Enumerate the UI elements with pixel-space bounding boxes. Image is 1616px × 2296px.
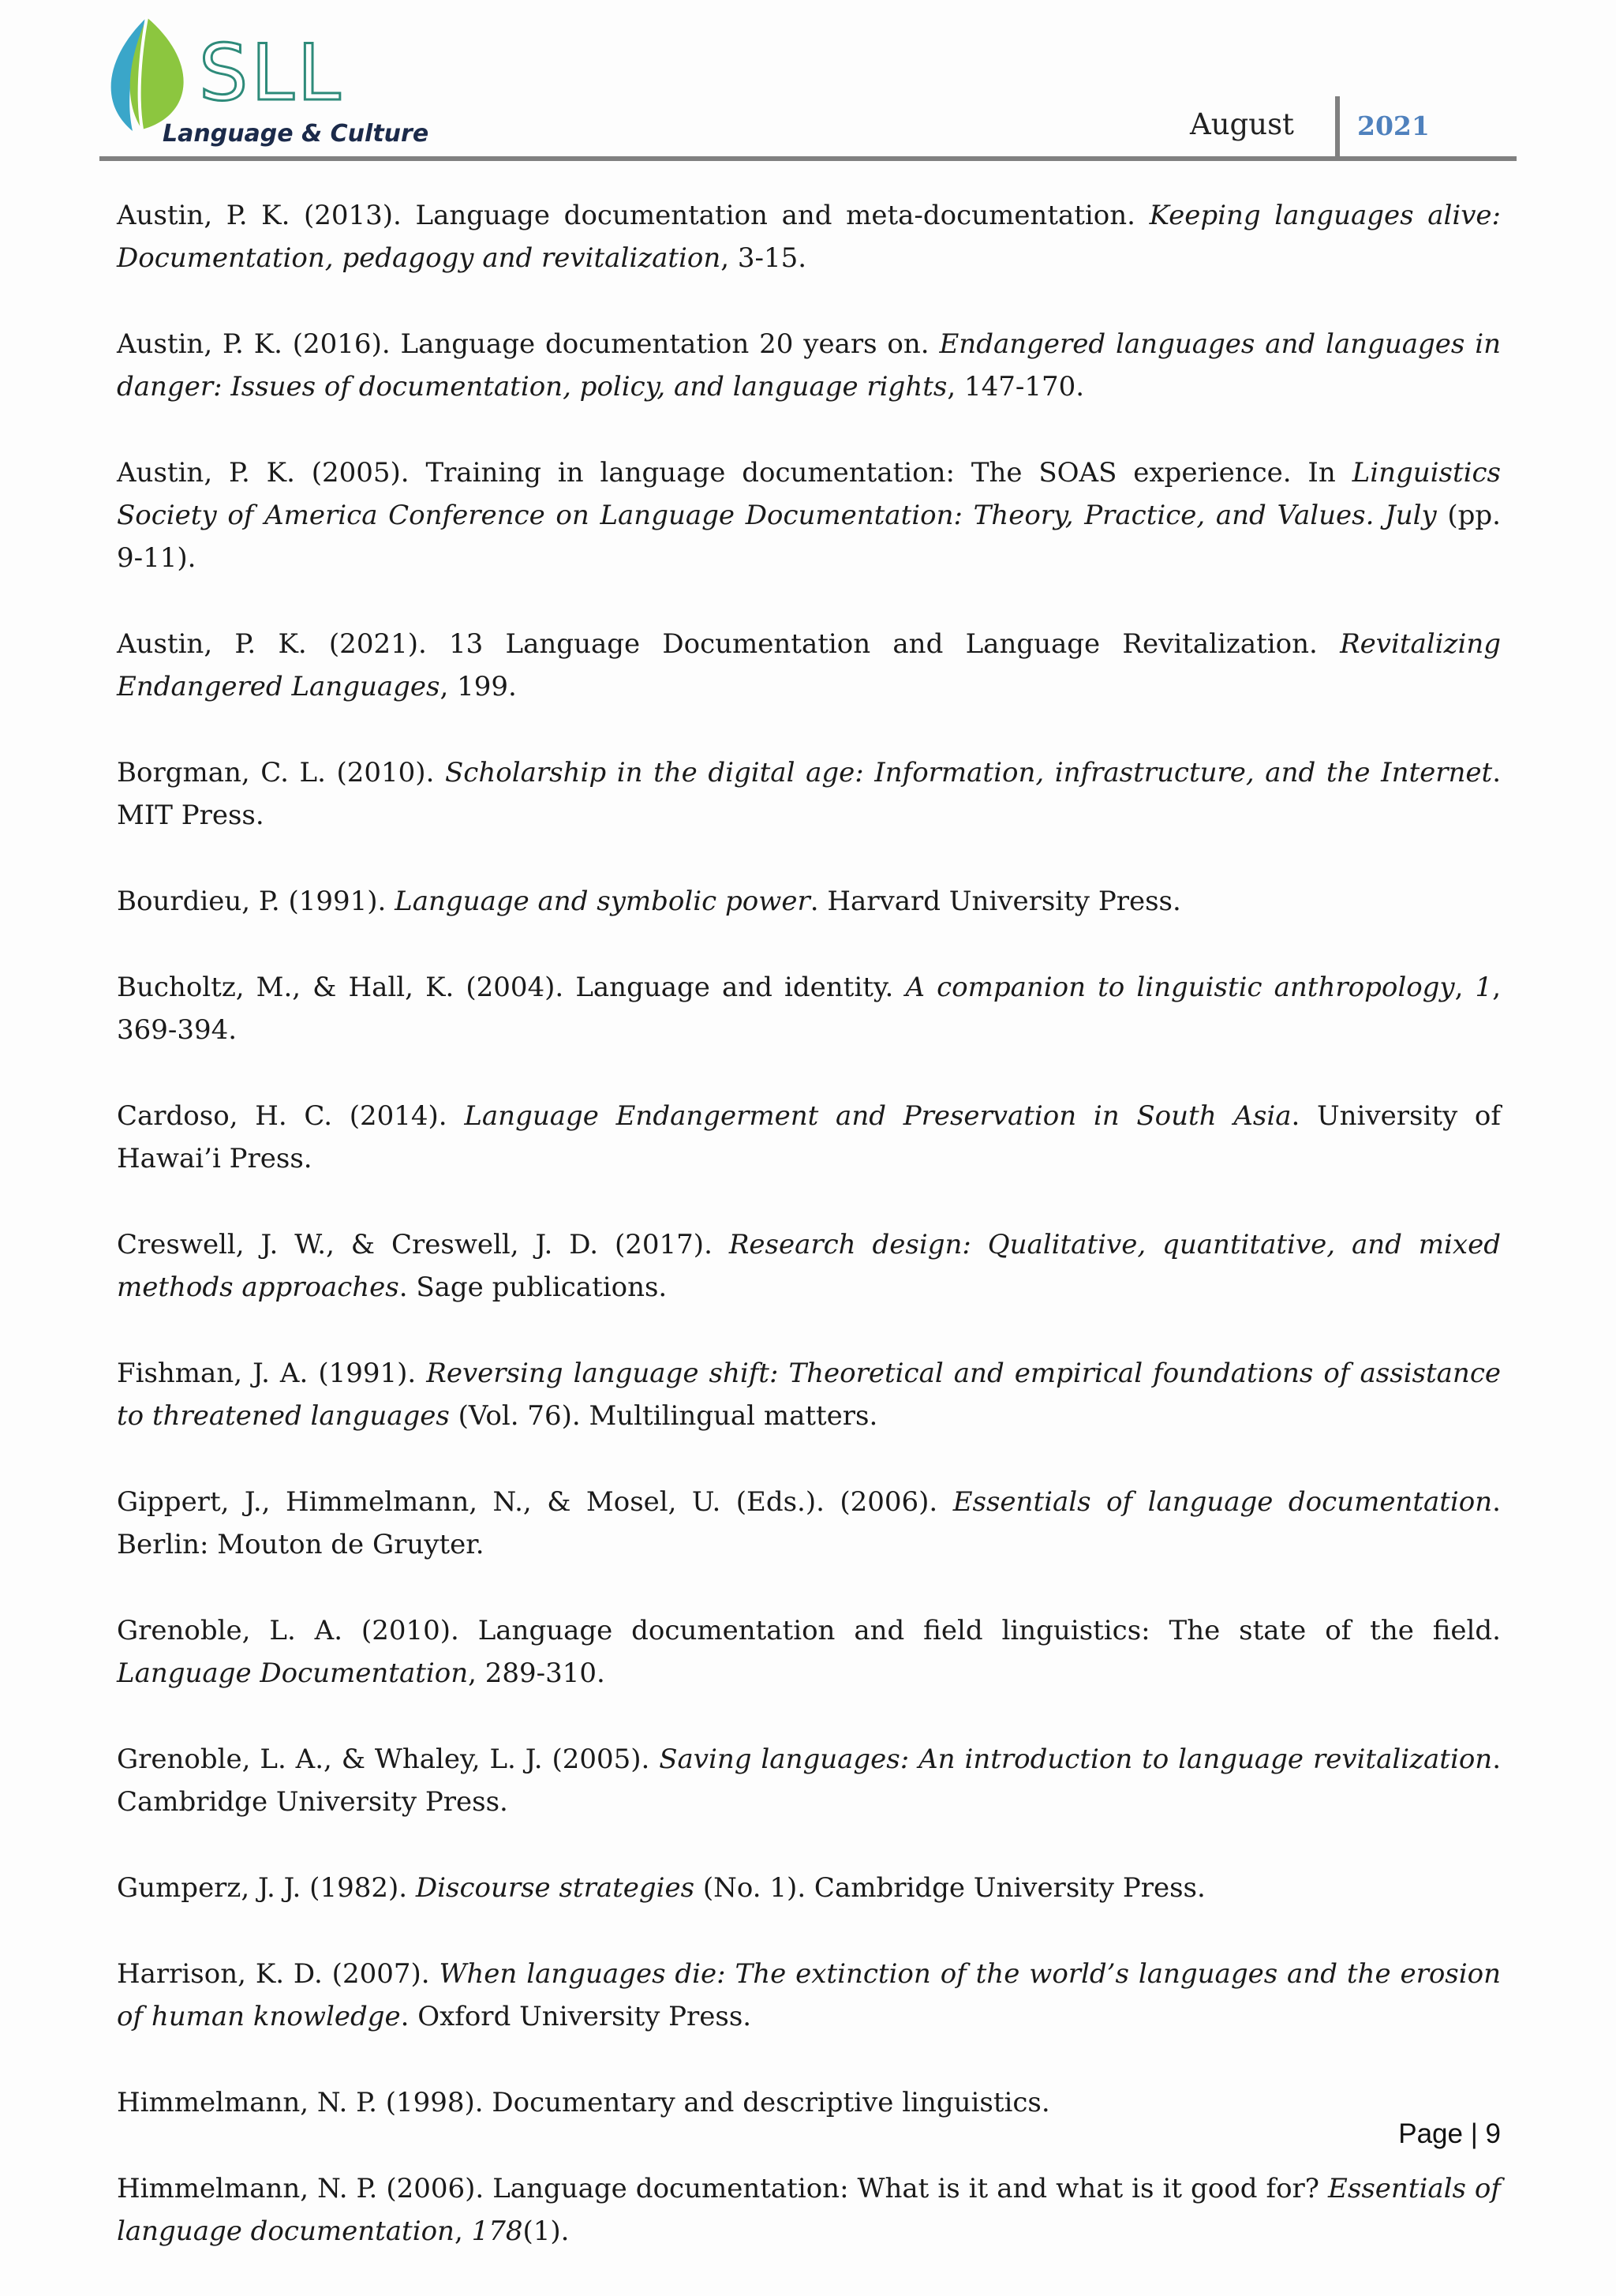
reference-source-title: Scholarship in the digital age: Information, infrastructure, and the Internet	[445, 757, 1493, 788]
reference-details: (Vol. 76). Multilingual matters.	[449, 1400, 878, 1432]
reference-authors-text: Himmelmann, N. P. (2006). Language documentation: What is it and what is it good for?	[117, 2173, 1329, 2204]
reference-details: ,	[1454, 972, 1476, 1003]
reference-authors-text: Harrison, K. D. (2007).	[117, 1958, 440, 1990]
reference-source-title: Research design: Qualitative, quantitative, and mixed methods approaches	[117, 1229, 1501, 1303]
reference-details: (pp. 9-11).	[117, 500, 1501, 574]
logo-tagline: Language & Culture	[163, 120, 429, 148]
reference-authors-text: Fishman, J. A. (1991).	[117, 1358, 427, 1389]
reference-entry	[117, 1481, 1501, 1566]
reference-details: . University of Hawai’i Press.	[117, 1100, 1501, 1174]
reference-authors-text: Cardoso, H. C. (2014).	[117, 1100, 465, 1132]
reference-source-title: Discourse strategies	[415, 1872, 695, 1904]
reference-authors-text: Bucholtz, M., & Hall, K. (2004). Language and identity.	[117, 972, 906, 1003]
reference-entry	[117, 323, 1501, 408]
logo-wordmark: SLL	[199, 28, 344, 118]
reference-entry	[117, 2167, 1501, 2253]
reference-list	[117, 194, 1501, 2296]
reference-source-title: A companion to linguistic anthropology	[905, 972, 1455, 1003]
reference-authors-text: Austin, P. K. (2013). Language documentation and meta-documentation.	[117, 200, 1150, 231]
reference-volume: 1	[1475, 972, 1493, 1003]
reference-details: , 3-15.	[720, 242, 807, 274]
reference-source-title: Endangered languages and languages in danger: Issues of documentation, policy, and language rights	[117, 328, 1501, 403]
reference-authors-text: Gippert, J., Himmelmann, N., & Mosel, U. (Eds.). (2006).	[117, 1486, 953, 1518]
reference-entry	[117, 1867, 1501, 1909]
reference-details: . Sage publications.	[398, 1272, 668, 1303]
reference-authors-text: Austin, P. K. (2021). 13 Language Documentation and Language Revitalization.	[117, 628, 1341, 660]
reference-details: . Oxford University Press.	[400, 2001, 752, 2032]
reference-source-title: Keeping languages alive: Documentation, pedagogy and revitalization	[117, 200, 1501, 274]
reference-details: . Harvard University Press.	[810, 886, 1181, 917]
reference-details: . Berlin: Mouton de Gruyter.	[117, 1486, 1501, 1560]
reference-authors-text: Austin, P. K. (2016). Language documentation 20 years on.	[117, 328, 940, 360]
reference-entry	[117, 451, 1501, 579]
reference-details: ,	[454, 2215, 472, 2247]
reference-entry	[117, 1223, 1501, 1309]
reference-source-title: When languages die: The extinction of the world’s languages and the erosion of human knowledge	[117, 1958, 1501, 2032]
page-header	[99, 14, 1517, 161]
reference-entry	[117, 1738, 1501, 1823]
reference-source-title: Essentials of language documentation	[117, 2173, 1501, 2247]
reference-entry	[117, 880, 1501, 923]
reference-entry	[117, 1095, 1501, 1180]
reference-entry	[117, 751, 1501, 837]
reference-authors-text: Himmelmann, N. P. (1998). Documentary and descriptive linguistics.	[117, 2087, 1050, 2118]
header-divider	[1335, 96, 1340, 161]
reference-source-title: Reversing language shift: Theoretical and empirical foundations of assistance to threatened languages	[117, 1358, 1501, 1432]
reference-source-title: Essentials of language documentation	[952, 1486, 1493, 1518]
issue-year: 2021	[1357, 110, 1430, 141]
header-rule	[99, 156, 1517, 161]
reference-details: , 199.	[440, 671, 517, 702]
reference-details: (No. 1). Cambridge University Press.	[694, 1872, 1206, 1904]
reference-entry	[117, 1352, 1501, 1437]
page-number: Page | 9	[1398, 2118, 1501, 2149]
reference-entry	[117, 1953, 1501, 2038]
reference-entry	[117, 966, 1501, 1051]
reference-authors-text: Borgman, C. L. (2010).	[117, 757, 445, 788]
reference-source-title: Revitalizing Endangered Languages	[117, 628, 1501, 702]
reference-entry	[117, 1609, 1501, 1695]
reference-source-title: Language and symbolic power	[395, 886, 810, 917]
reference-authors-text: Austin, P. K. (2005). Training in language documentation: The SOAS experience. In	[117, 457, 1352, 489]
reference-source-title: Linguistics Society of America Conference on Language Documentation: Theory, Practice, and Values. July	[117, 457, 1501, 531]
reference-volume: 178	[471, 2215, 523, 2247]
journal-logo	[101, 14, 429, 156]
reference-details: . MIT Press.	[117, 757, 1501, 831]
reference-entry	[117, 623, 1501, 708]
reference-details: . Cambridge University Press.	[117, 1744, 1501, 1818]
reference-authors-text: Grenoble, L. A. (2010). Language documentation and field linguistics: The state of the field.	[117, 1615, 1501, 1646]
reference-pages: (1).	[522, 2215, 570, 2247]
reference-authors-text: Bourdieu, P. (1991).	[117, 886, 395, 917]
reference-entry	[117, 2081, 1501, 2124]
reference-pages: , 369-394.	[117, 972, 1501, 1046]
reference-authors-text: Grenoble, L. A., & Whaley, L. J. (2005).	[117, 1744, 660, 1775]
reference-source-title: Language Documentation	[117, 1657, 469, 1689]
reference-authors-text: Gumperz, J. J. (1982).	[117, 1872, 416, 1904]
reference-source-title: Language Endangerment and Preservation in South Asia	[464, 1100, 1292, 1132]
reference-authors-text: Creswell, J. W., & Creswell, J. D. (2017).	[117, 1229, 729, 1260]
reference-details: , 147-170.	[947, 371, 1085, 403]
reference-entry	[117, 194, 1501, 279]
reference-source-title: Saving languages: An introduction to language revitalization	[659, 1744, 1493, 1775]
reference-details: , 289-310.	[468, 1657, 605, 1689]
issue-month: August	[1190, 107, 1294, 141]
